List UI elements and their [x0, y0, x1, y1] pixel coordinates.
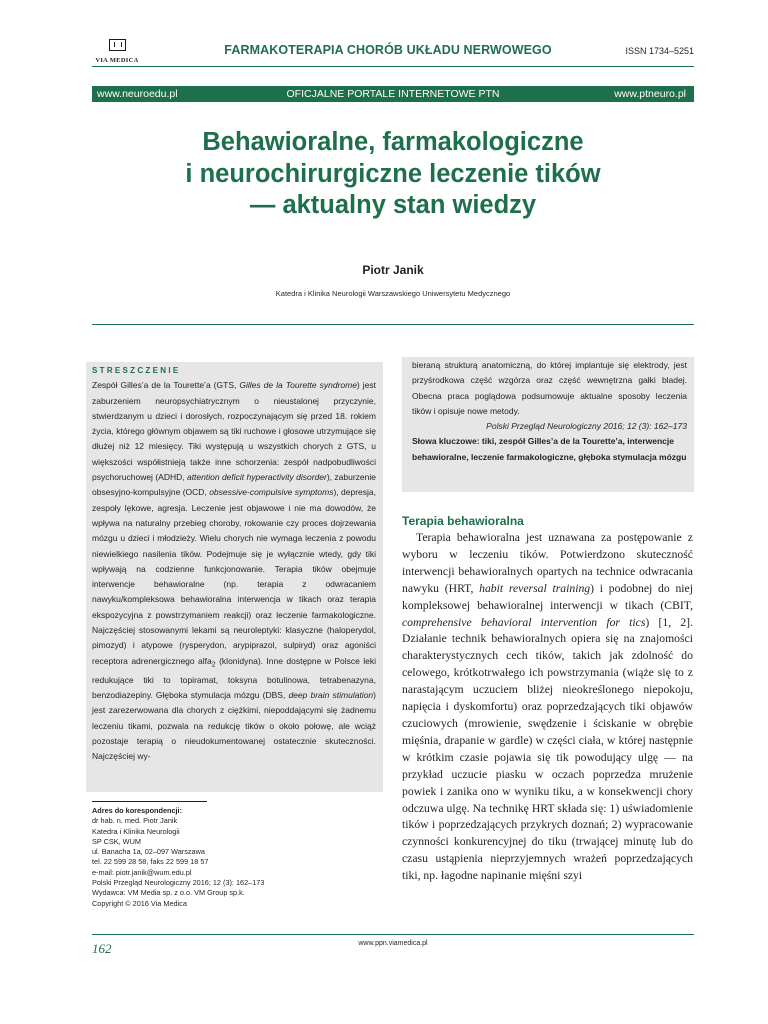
correspondence-block — [92, 806, 342, 909]
title-line-2: i neurochirurgiczne leczenie tików — [185, 159, 601, 188]
author-affiliation: Katedra i Klinika Neurologii Warszawskiego Uniwersytetu Medycznego — [275, 289, 511, 298]
body-paragraph: Terapia behawioralna jest uznawana za postępowanie z wyboru w leczeniu tików. Potwierdzono skuteczność interwencji behawioralnych opartych na technice odwracania nawyku (HRT, habit reversal training) i podobnej do niej kompleksowej behawioralnej interwencji w tikach (CBIT, comprehensive behavioral intervention for tics) [1, 2]. Działanie technik behawioralnych opiera się na znajomości charakterystycznych cech tików, takich jak zdolność do celowego, krótkotrwałego ich powstrzymania (wiąże się to z narastającym uczuciem bliżej nieokreślonego niepokoju, napięcia i dyskomfortu) oraz poprzedzających tiki objawów czuciowych (mrowienie, swędzenie i ściskanie w obrębie mięśnia, drapanie w gardle) w części ciała, w której następnie w krótkim czasie pojawia się tik powodujący ulgę — na przykład uczucie piasku w oczach poprzedza mrużenie powiek i zanika ono w wyniku tiku, a w konsekwencji chory odczuwa ulgę. Na technikę HRT składa się: 1) uświadomienie tików i poprzedzających przykrych doznań; 2) wypracowanie czynności konkurencyjnej do tiku (trwającej minutę lub do czasu ustąpienia nieprzyjemnych wrażeń poprzedzających tiki, np. łagodne napinanie mięśni szyi — [402, 531, 693, 883]
footer-url[interactable]: www.ppn.viamedica.pl — [358, 940, 428, 947]
portal-banner — [92, 86, 694, 102]
correspondence-label: Adres do korespondencji: — [92, 806, 183, 815]
abstract-keywords: Słowa kluczowe: tiki, zespół Gilles’a de la Tourette’a, interwencje behawioralne, leczenie farmakologiczne, głęboka stymulacja mózgu — [412, 436, 687, 462]
correspondence-email[interactable]: e-mail: piotr.janik@wum.edu.pl — [92, 867, 192, 877]
journal-title: FARMAKOTERAPIA CHORÓB UKŁADU NERWOWEGO — [224, 43, 552, 57]
header-divider — [92, 66, 694, 67]
banner-link-neuroedu[interactable]: www.neuroedu.pl — [97, 88, 178, 100]
title-line-3: — aktualny stan wiedzy — [249, 191, 537, 219]
banner-center-text: OFICJALNE PORTALE INTERNETOWE PTN — [286, 88, 500, 100]
correspondence-line: Polski Przegląd Neurologiczny 2016; 12 (3): 162–173 — [92, 878, 265, 888]
correspondence-divider — [92, 801, 207, 802]
issn: ISSN 1734–5251 — [625, 46, 694, 56]
publisher-logo — [92, 38, 142, 64]
logo-text: VIA MEDICA — [95, 57, 139, 64]
correspondence-line: dr hab. n. med. Piotr Janik — [92, 816, 178, 826]
abstract-citation: Polski Przegląd Neurologiczny 2016; 12 (3): 162–173 — [486, 421, 687, 432]
correspondence-line: Wydawca: VM Media sp. z o.o. VM Group sp.k. — [92, 888, 245, 898]
body-text — [402, 530, 693, 885]
author-name: Piotr Janik — [362, 263, 424, 277]
title-divider — [92, 324, 694, 325]
abstract-continuation: bieraną strukturą anatomiczną, do której implantuje się elektrody, jest przyśrodkowa część wzgórza oraz część wewnętrzna gałki bladej. Obecna praca poglądowa podsumowuje aktualne sposoby leczenia tików i opisuje nowe metody. — [412, 360, 687, 416]
footer-divider — [92, 934, 694, 935]
abstract-left-column — [92, 363, 376, 764]
section-heading: Terapia behawioralna — [402, 514, 524, 528]
title-line-1: Behawioralne, farmakologiczne — [202, 128, 584, 156]
page-number: 162 — [92, 941, 112, 956]
abstract-right-column — [412, 358, 687, 465]
correspondence-line: tel. 22 599 28 58, faks 22 599 18 57 — [92, 857, 209, 867]
abstract-paragraph: Zespół Gilles’a de la Tourette’a (GTS, Gilles de la Tourette syndrome) jest zaburzeniem neuropsychiatrycznym o nieustalonej przyczynie, stwierdzanym u dzieci i dorosłych, rozpoczynającym się przed 18. rokiem życia, którego głównym objawem są tiki ruchowe i głosowe utrzymujące się dłużej niż 12 miesięcy. Tiki występują u wszystkich chorych z GTS, u większości współistnieją także inne schorzenia: zespół nadpobudliwości psychoruchowej (ADHD, attention deficit hyperactivity disorder), zaburzenie obsesyjno-kompulsyjne (OCD, obsessive-compulsive symptoms), depresja, zespoły lękowe, agresja. Leczenie jest objawowe i nie ma dowodów, że wpływa na naturalny przebieg choroby, rokowanie czy proces dojrzewania mózgu u dzieci i młodzieży. Wielu chorych nie wymaga leczenia z powodu niewielkiego nasilenia tików. Podejmuje się je wyłącznie wtedy, gdy tiki wpływają na codzienne funkcjonowanie. Terapia tików obejmuje interwencje behawioralne (np. terapia z odwracaniem nawyku/kompleksowa behawioralna interwencja w tikach oraz terapia ekspozycyjna z powstrzymaniem reakcji) oraz leczenie farmakologiczne. Najczęściej stosowanymi lekami są neuroleptyki: klasyczne (haloperydol, pimozyd) i atypowe (rysperydon, arypiprazol, sulpiryd) oraz agoniści receptora adrenergicznego alfa$_2$ (klonidyna). Inne dostępne w Polsce leki redukujące tiki to topiramat, toksyna botulinowa, tetrabenazyna, benzodiazepiny. Głęboka stymulacja mózgu (DBS, deep brain stimulation) jest zarezerwowana dla chorych z ciężkimi, niepoddającymi się żadnemu leczeniu tikami, pozwala na redukcję tików o około połowę, ale wciąż pozostaje terapią o nieudokumentowanej ostatecznie skuteczności. Najczęściej wy- — [92, 380, 377, 762]
correspondence-line: ul. Banacha 1a, 02–097 Warszawa — [92, 847, 205, 857]
banner-link-ptneuro[interactable]: www.ptneuro.pl — [614, 88, 686, 100]
correspondence-line: Katedra i Klinika Neurologii — [92, 826, 180, 836]
article-title — [92, 127, 694, 222]
via-medica-logo-icon — [109, 39, 126, 51]
abstract-heading: STRESZCZENIE — [92, 366, 181, 375]
correspondence-line: SP CSK, WUM — [92, 836, 141, 846]
correspondence-line: Copyright © 2016 Via Medica — [92, 898, 187, 908]
